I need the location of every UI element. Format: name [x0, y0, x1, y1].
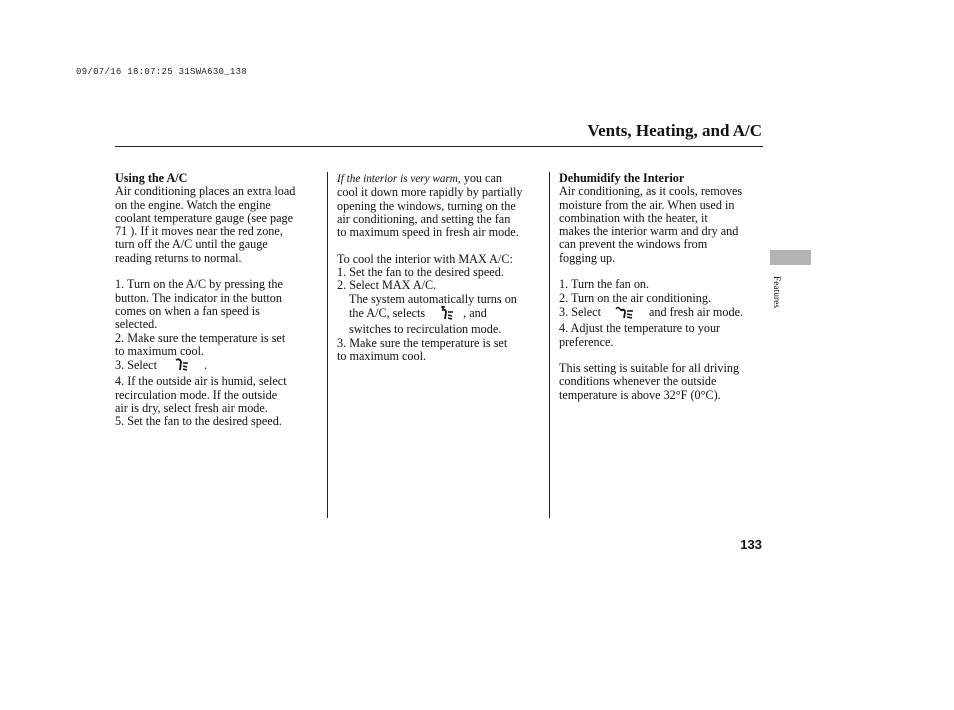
column-dehumidify: [559, 172, 767, 402]
intro-line: air conditioning, and setting the fan: [337, 211, 511, 226]
step-line: 4. Adjust the temperature to your: [559, 321, 721, 336]
step-line: comes on when a fan speed is: [115, 303, 260, 318]
step-line: air is dry, select fresh air mode.: [115, 401, 268, 416]
step-text: , and: [463, 305, 487, 320]
print-stamp: 09/07/16 18:07:25 31SWA630_138: [76, 67, 248, 77]
step-line: 4. If the outside air is humid, select: [115, 374, 287, 389]
step-line: button. The indicator in the button: [115, 290, 282, 305]
step-2: [115, 332, 323, 359]
intro-line: turn off the A/C until the gauge: [115, 237, 268, 252]
intro-line: can prevent the windows from: [559, 237, 708, 252]
step-text: 3. Select: [559, 304, 601, 319]
step-line: 3. Make sure the temperature is set: [337, 335, 508, 350]
step-line: switches to recirculation mode.: [349, 322, 502, 337]
defrost-floor-icon: [615, 305, 635, 322]
step-5: [115, 415, 323, 428]
step-2: 2. Select MAX A/C.: [337, 278, 437, 293]
section-heading-using-ac: Using the A/C: [115, 171, 188, 185]
step-line: recirculation mode. If the outside: [115, 387, 278, 402]
intro-line: to maximum speed in fresh air mode.: [337, 225, 519, 240]
header-rule: [115, 146, 763, 147]
step-line: The system automatically turns on: [349, 291, 517, 306]
step-line: selected.: [115, 317, 158, 332]
page-title: Vents, Heating, and A/C: [587, 121, 762, 140]
mode-face-icon: [174, 358, 190, 375]
step-3: [559, 305, 767, 322]
step-text: the A/C, selects: [349, 305, 426, 320]
intro-line: [337, 172, 545, 186]
page-number: 133: [740, 537, 762, 552]
step-1: [115, 278, 323, 331]
intro-text: you can: [460, 171, 502, 185]
intro-line: opening the windows, turning on the: [337, 198, 516, 213]
step-line: .: [204, 358, 208, 373]
section-heading-dehumidify: Dehumidify the Interior: [559, 171, 685, 185]
max-ac-intro: To cool the interior with MAX A/C:: [337, 251, 513, 266]
step-2-detail: [337, 293, 545, 337]
step-4: [115, 375, 323, 415]
intro-line: on the engine. Watch the engine: [115, 197, 271, 212]
closing-line: conditions whenever the outside: [559, 374, 717, 389]
step-2: 2. Turn on the air conditioning.: [559, 290, 712, 305]
intro-line: Air conditioning places an extra load: [115, 184, 296, 199]
column-divider-2: [549, 172, 550, 518]
step-line: [349, 306, 545, 323]
step-line: preference.: [559, 334, 614, 349]
step-line: 2. Make sure the temperature is set: [115, 330, 286, 345]
step-line: to maximum cool.: [115, 343, 205, 358]
intro-line: fogging up.: [559, 250, 616, 265]
section-side-label-text: Features: [771, 275, 781, 309]
step-line: 1. Turn on the A/C by pressing the: [115, 277, 283, 292]
step-3: [337, 337, 545, 364]
closing-line: temperature is above 32°F (0°C).: [559, 387, 721, 402]
column-max-ac: [337, 172, 545, 363]
closing-line: This setting is suitable for all driving: [559, 361, 740, 376]
column-divider-1: [327, 172, 328, 518]
intro-line: reading returns to normal.: [115, 250, 242, 265]
intro-line: combination with the heater, it: [559, 210, 708, 225]
step-line: 5. Set the fan to the desired speed.: [115, 414, 282, 429]
step-3: [115, 358, 323, 375]
section-side-label: [766, 270, 786, 314]
step-text: and fresh air mode.: [648, 304, 744, 319]
intro-line: Air conditioning, as it cools, removes: [559, 184, 743, 199]
section-tab: [770, 250, 811, 265]
intro-line: cool it down more rapidly by partially: [337, 185, 523, 200]
column-using-ac: [115, 172, 323, 429]
intro-line: moisture from the air. When used in: [559, 197, 735, 212]
intro-italic: If the interior is very warm,: [337, 173, 461, 185]
step-1: 1. Set the fan to the desired speed.: [337, 265, 504, 280]
step-line: 3. Select: [115, 358, 157, 373]
recirculation-face-icon: [439, 306, 455, 323]
intro-line: makes the interior warm and dry and: [559, 224, 739, 239]
step-4: [559, 322, 767, 349]
step-1: 1. Turn the fan on.: [559, 277, 650, 292]
intro-line: coolant temperature gauge (see page: [115, 210, 293, 225]
step-line: to maximum cool.: [337, 348, 427, 363]
intro-line: 71 ). If it moves near the red zone,: [115, 224, 283, 239]
